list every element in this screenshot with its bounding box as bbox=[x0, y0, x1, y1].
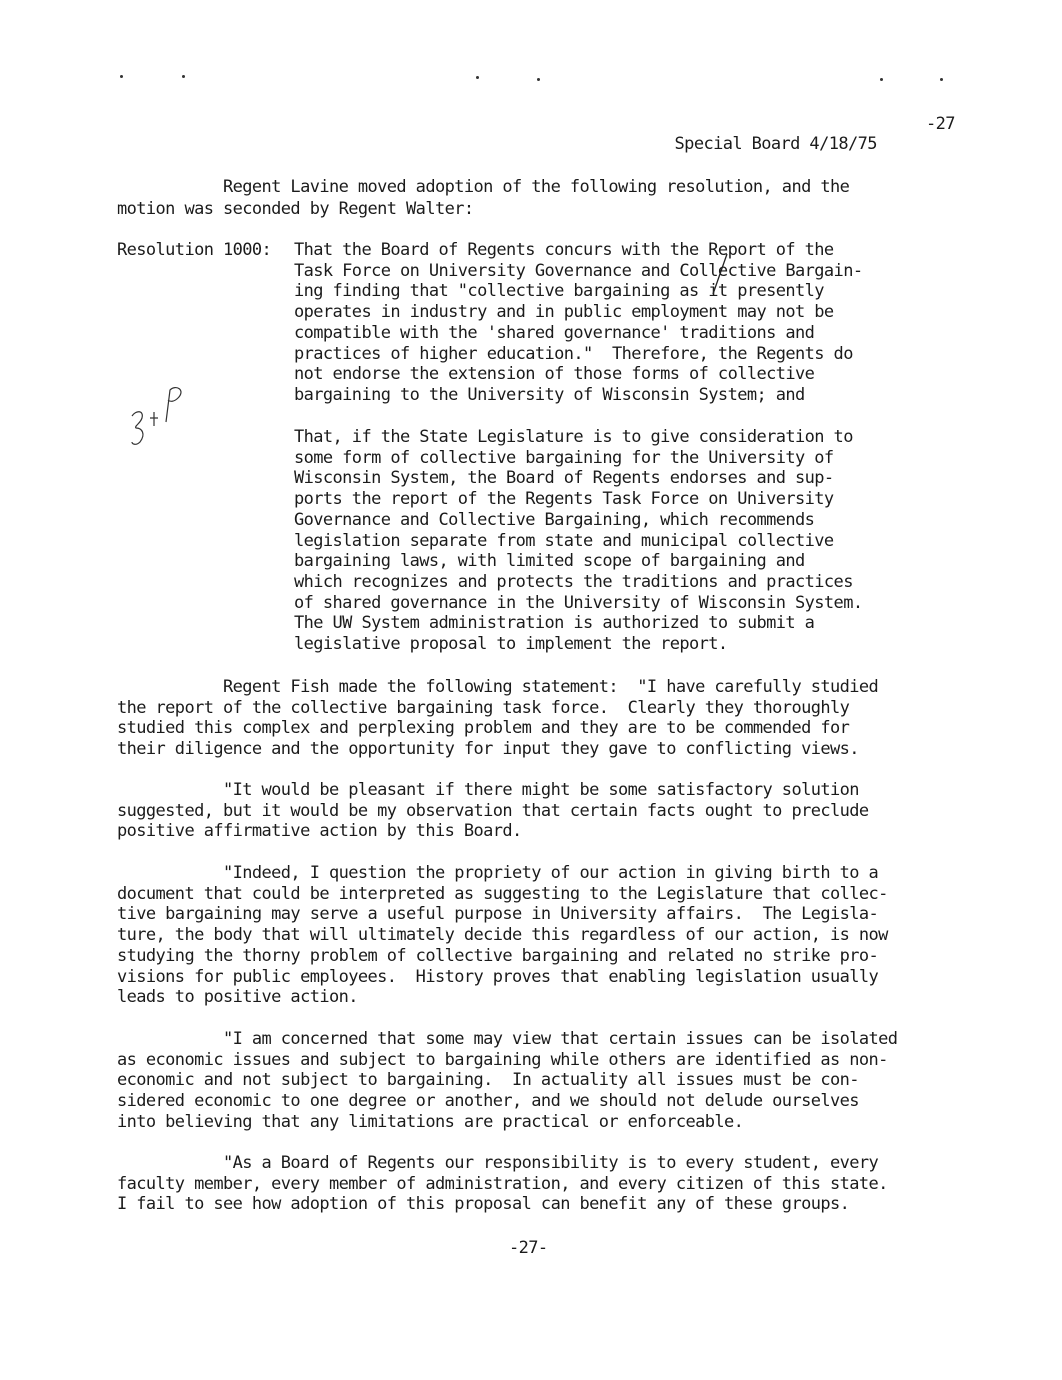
statement-paragraph-4: "I am concerned that some may view that certain issues can be isolated as economic issues and subject to bargaining while others are identified as non- economic and not subject to bargaining. In actuality all issues must be con- sidered economic to one degree or another, and we should not delude ourselves into believing that any limitations are practical or enforceable. bbox=[117, 1029, 898, 1132]
resolution-paragraph-1: That the Board of Regents concurs with the Report of the Task Force on University Governance and Collective Bargain- ing finding that "collective bargaining as it presently operates in industry and in public employment may not be compatible with the 'shared governance' traditions and practices of higher education." Therefore, the Regents do not endorse the extension of those forms of collective bargaining to the University of Wisconsin System; and bbox=[294, 240, 863, 405]
header-meeting-date: Special Board 4/18/75 bbox=[674, 134, 877, 154]
resolution-paragraph-2: That, if the State Legislature is to give consideration to some form of collective bargaining for the University of Wisconsin System, the Board of Regents endorses and sup- ports the report of the Regents Task Force on University Governance and Collective Bargaining, which recommends legislation separate from state and municipal collective bargaining laws, with limited scope of bargaining and which recognizes and protects the traditions and practices of shared governance in the University of Wisconsin System. The UW System administration is authorized to submit a legislative proposal to implement the report. bbox=[294, 427, 863, 655]
statement-paragraph-3: "Indeed, I question the propriety of our action in giving birth to a document that could be interpreted as suggesting to the Legislature that collec- tive bargaining may serve a useful purpose in University affairs. The Legisla- ture, the body that will ultimately decide this regardless of our action, is now studying the thorny problem of collective bargaining and related no strike pro- visions for public employees. History proves that enabling legislation usually leads to positive action. bbox=[117, 863, 888, 1008]
handwritten-annotation bbox=[122, 382, 192, 452]
resolution-label: Resolution 1000: bbox=[117, 240, 272, 260]
statement-paragraph-1: Regent Fish made the following statement: "I have carefully studied the report of the collective bargaining task force. Clearly they thoroughly studied this complex and perplexing problem and they are to be commended for their diligence and the opportunity for input they gave to conflicting views. bbox=[117, 677, 879, 760]
handwritten-strike-mark bbox=[705, 250, 735, 300]
footer-page-number: -27- bbox=[509, 1238, 548, 1258]
motion-line-2: motion was seconded by Regent Walter: bbox=[117, 199, 474, 219]
header-page-number: -27 bbox=[926, 114, 955, 134]
motion-line-1: Regent Lavine moved adoption of the following resolution, and the bbox=[117, 177, 850, 197]
statement-paragraph-2: "It would be pleasant if there might be some satisfactory solution suggested, but it would be my observation that certain facts ought to preclude positive affirmative action by this Board. bbox=[117, 780, 869, 842]
statement-paragraph-5: "As a Board of Regents our responsibility is to every student, every faculty member, every member of administration, and every citizen of this state. I fail to see how adoption of this proposal can benefit any of these groups. bbox=[117, 1153, 888, 1215]
